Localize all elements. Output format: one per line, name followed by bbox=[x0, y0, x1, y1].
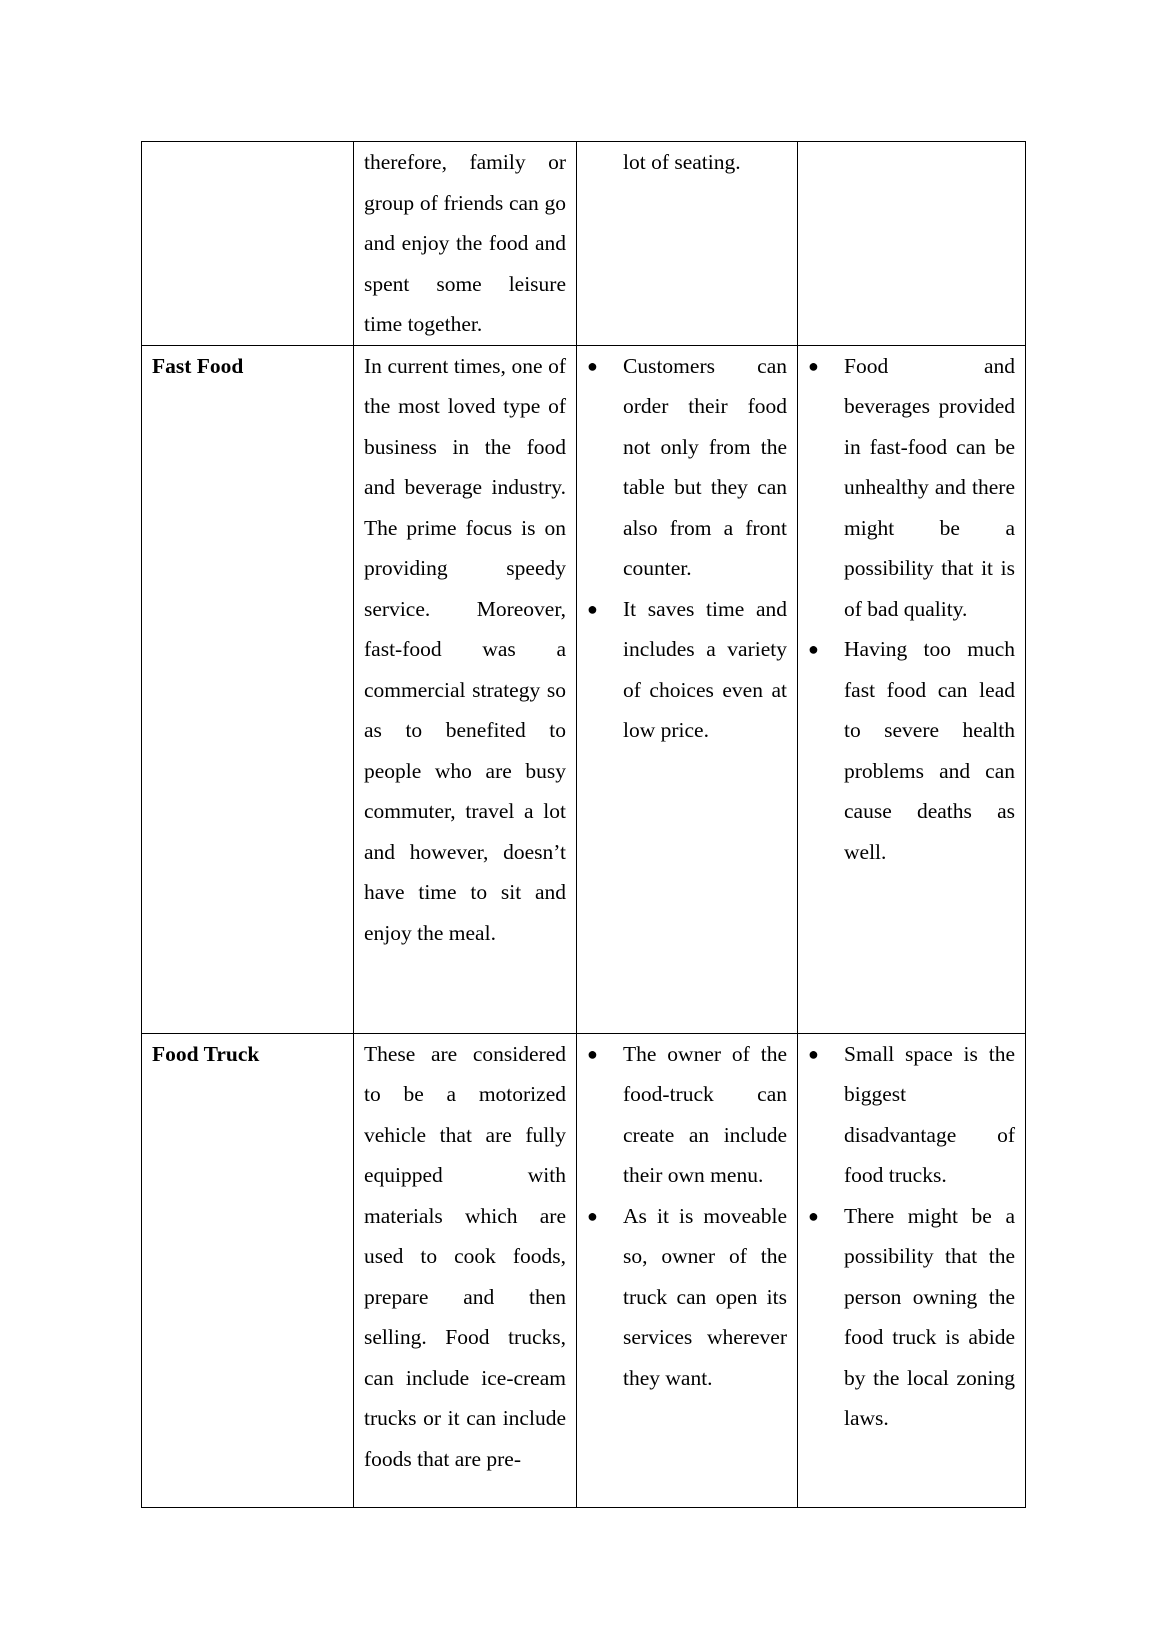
list-item: lot of seating. bbox=[623, 150, 741, 174]
table-row bbox=[142, 1033, 1026, 1507]
bullet-icon: ● bbox=[587, 1043, 598, 1064]
category-cell: Food Truck bbox=[142, 1033, 354, 1507]
table-row bbox=[142, 142, 1026, 346]
list-item: ● As it is moveable so, owner of the truck can open its services wherever they want. bbox=[587, 1196, 787, 1399]
list-item: ● It saves time and includes a variety of choices even at low price. bbox=[587, 589, 787, 751]
description-cell: These are considered to be a motorized vehicle that are fully equipped with materials which are used to cook foods, prepare and then selling. Food trucks, can include ice-cream trucks or it can include foods that are pre- bbox=[354, 1033, 577, 1507]
list-item: ● There might be a possibility that the person owning the food truck is abide by the local zoning laws. bbox=[808, 1196, 1015, 1439]
list-item: ● Food and beverages provided in fast-food can be unhealthy and there might be a possibility that it is of bad quality. bbox=[808, 346, 1015, 630]
comparison-table bbox=[141, 141, 1026, 1508]
table-row bbox=[142, 345, 1026, 1033]
list-item: ● Customers can order their food not only from the table but they can also from a front counter. bbox=[587, 346, 787, 589]
description-cell: therefore, family or group of friends can go and enjoy the food and spent some leisure time together. bbox=[354, 142, 577, 346]
advantages-cell bbox=[577, 142, 798, 346]
category-cell bbox=[142, 142, 354, 346]
bullet-icon: ● bbox=[808, 355, 819, 376]
bullet-icon: ● bbox=[587, 1205, 598, 1226]
bullet-icon: ● bbox=[587, 598, 598, 619]
category-cell: Fast Food bbox=[142, 345, 354, 1033]
description-cell: In current times, one of the most loved type of business in the food and beverage industry. The prime focus is on providing speedy service. Moreover, fast-food was a commercial strategy so as to benefited to people who are busy commuter, travel a lot and however, doesn’t have time to sit and enjoy the meal. bbox=[354, 345, 577, 1033]
bullet-icon: ● bbox=[808, 639, 819, 659]
disadvantages-cell bbox=[798, 345, 1026, 1033]
list-item: ● Having too much fast food can lead to severe health problems and can cause deaths as well. bbox=[808, 629, 1015, 872]
advantages-cell bbox=[577, 1033, 798, 1507]
advantages-cell bbox=[577, 345, 798, 1033]
list-item: ● Small space is the biggest disadvantage of food trucks. bbox=[808, 1034, 1015, 1196]
bullet-icon: ● bbox=[587, 355, 598, 376]
bullet-icon: ● bbox=[808, 1043, 819, 1064]
list-item: ● The owner of the food-truck can create an include their own menu. bbox=[587, 1034, 787, 1196]
bullet-icon: ● bbox=[808, 1205, 819, 1226]
disadvantages-cell bbox=[798, 1033, 1026, 1507]
disadvantages-cell bbox=[798, 142, 1026, 346]
